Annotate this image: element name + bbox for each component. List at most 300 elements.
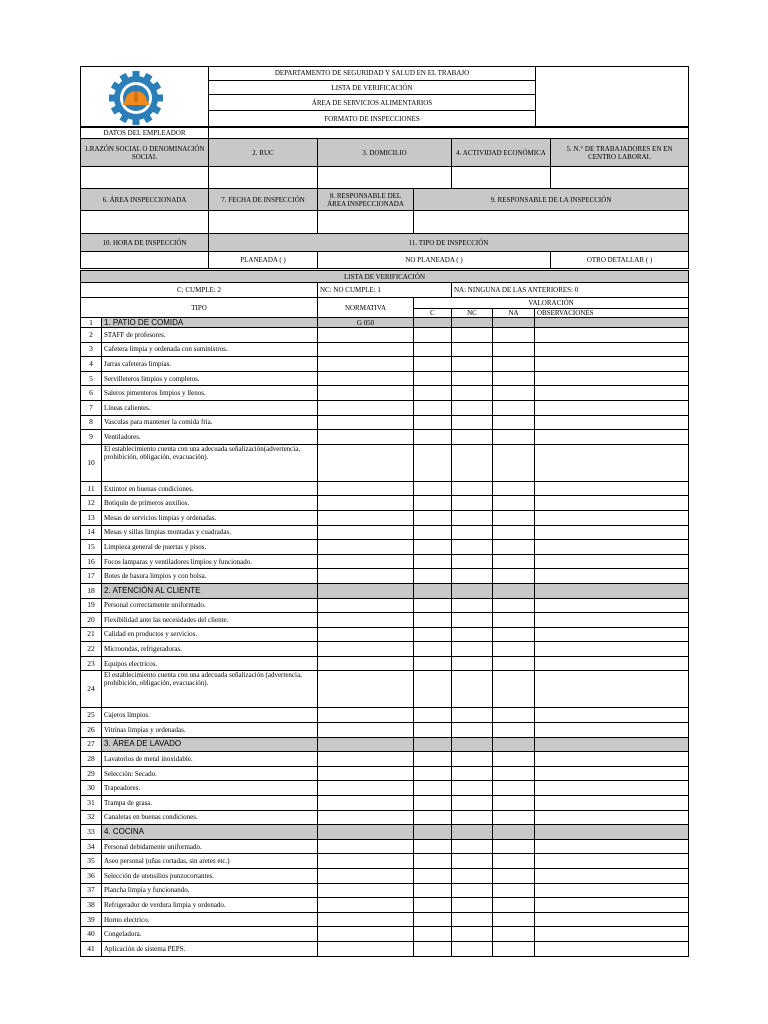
na-cell[interactable] [493, 854, 535, 869]
c-cell[interactable] [414, 796, 452, 811]
item-description: Cajeros limpios. [102, 708, 318, 723]
c-cell[interactable] [414, 583, 452, 598]
observaciones-cell[interactable] [535, 883, 689, 898]
item-description: Jarras cafeteras limpias. [102, 357, 318, 372]
na-cell[interactable] [493, 496, 535, 511]
otro-option[interactable]: OTRO DETALLAR ( ) [551, 252, 689, 269]
na-cell[interactable] [493, 540, 535, 555]
nc-cell[interactable] [452, 781, 493, 796]
nc-cell[interactable] [452, 525, 493, 540]
observaciones-cell[interactable] [535, 569, 689, 584]
observaciones-cell[interactable] [535, 752, 689, 767]
nc-cell[interactable] [452, 540, 493, 555]
na-cell[interactable] [493, 400, 535, 415]
responsable-inspeccion-field[interactable] [414, 211, 689, 234]
observaciones-cell[interactable] [535, 781, 689, 796]
c-cell[interactable] [414, 386, 452, 401]
normativa-cell[interactable] [318, 869, 414, 884]
hora-field[interactable] [81, 252, 209, 269]
c-cell[interactable] [414, 708, 452, 723]
observaciones-cell[interactable] [535, 328, 689, 343]
row-number: 15 [81, 540, 102, 555]
hora-header: 10. HORA DE INSPECCIÓN [81, 234, 209, 252]
header-line-4: FORMATO DE INSPECCIONES [209, 111, 536, 128]
planeada-option[interactable]: PLANEADA ( ) [209, 252, 318, 269]
checklist-row [81, 656, 689, 671]
row-number: 13 [81, 510, 102, 525]
nc-cell[interactable] [452, 825, 493, 840]
c-cell[interactable] [414, 598, 452, 613]
checklist-row [81, 510, 689, 525]
normativa-cell[interactable] [318, 752, 414, 767]
c-cell[interactable] [414, 328, 452, 343]
item-description: Extintor en buenas condiciones. [102, 481, 318, 496]
normativa-cell[interactable] [318, 796, 414, 811]
checklist-row [81, 496, 689, 511]
normativa-cell[interactable] [318, 540, 414, 555]
normativa-cell[interactable] [318, 898, 414, 913]
c-cell[interactable] [414, 318, 452, 328]
normativa-cell[interactable] [318, 496, 414, 511]
nc-cell[interactable] [452, 415, 493, 430]
nc-cell[interactable] [452, 752, 493, 767]
na-cell[interactable] [493, 318, 535, 328]
observaciones-cell[interactable] [535, 481, 689, 496]
na-cell[interactable] [493, 642, 535, 657]
c-cell[interactable] [414, 898, 452, 913]
row-number: 36 [81, 869, 102, 884]
col-nc-header: NC [452, 309, 493, 318]
checklist-row [81, 766, 689, 781]
row-number: 2 [81, 328, 102, 343]
na-cell[interactable] [493, 481, 535, 496]
normativa-cell[interactable] [318, 554, 414, 569]
normativa-cell[interactable] [318, 839, 414, 854]
nc-cell[interactable] [452, 737, 493, 752]
observaciones-cell[interactable] [535, 941, 689, 956]
na-cell[interactable] [493, 525, 535, 540]
c-cell[interactable] [414, 671, 452, 708]
normativa-cell[interactable] [318, 941, 414, 956]
observaciones-cell[interactable] [535, 671, 689, 708]
nc-cell[interactable] [452, 328, 493, 343]
na-cell[interactable] [493, 723, 535, 738]
c-cell[interactable] [414, 752, 452, 767]
item-description: Microondas, refrigeradoras. [102, 642, 318, 657]
na-cell[interactable] [493, 737, 535, 752]
c-cell[interactable] [414, 656, 452, 671]
na-cell[interactable] [493, 342, 535, 357]
observaciones-cell[interactable] [535, 869, 689, 884]
nc-cell[interactable] [452, 898, 493, 913]
nc-cell[interactable] [452, 671, 493, 708]
normativa-cell[interactable] [318, 386, 414, 401]
normativa-cell[interactable] [318, 481, 414, 496]
razon-social-field[interactable] [81, 167, 209, 189]
item-description: Vitrinas limpias y ordenadas. [102, 723, 318, 738]
nc-cell[interactable] [452, 656, 493, 671]
nc-cell[interactable] [452, 430, 493, 445]
na-cell[interactable] [493, 371, 535, 386]
no-planeada-option[interactable]: NO PLANEADA ( ) [318, 252, 551, 269]
c-cell[interactable] [414, 430, 452, 445]
checklist-row [81, 898, 689, 913]
nc-cell[interactable] [452, 342, 493, 357]
na-cell[interactable] [493, 898, 535, 913]
normativa-cell[interactable] [318, 598, 414, 613]
fecha-field[interactable] [209, 211, 318, 234]
ruc-field[interactable] [209, 167, 318, 189]
employer-table [80, 126, 689, 269]
normativa-cell[interactable] [318, 810, 414, 825]
observaciones-cell[interactable] [535, 627, 689, 642]
observaciones-cell[interactable] [535, 400, 689, 415]
row-number: 34 [81, 839, 102, 854]
item-description: El establecimiento cuenta con una adecuada señalización (advertencia, prohibición, obligación, evacuación). [102, 671, 318, 708]
c-cell[interactable] [414, 839, 452, 854]
na-cell[interactable] [493, 328, 535, 343]
nc-cell[interactable] [452, 839, 493, 854]
observaciones-cell[interactable] [535, 927, 689, 942]
nc-cell[interactable] [452, 912, 493, 927]
section-title: 4. COCINA [102, 825, 318, 840]
observaciones-cell[interactable] [535, 810, 689, 825]
c-cell[interactable] [414, 723, 452, 738]
observaciones-cell[interactable] [535, 613, 689, 628]
c-cell[interactable] [414, 883, 452, 898]
row-number: 6 [81, 386, 102, 401]
observaciones-cell[interactable] [535, 642, 689, 657]
normativa-cell[interactable] [318, 708, 414, 723]
checklist-row [81, 708, 689, 723]
area-header: 6. ÁREA INSPECCIONADA [81, 189, 209, 211]
normativa-cell[interactable] [318, 642, 414, 657]
na-cell[interactable] [493, 656, 535, 671]
nc-cell[interactable] [452, 927, 493, 942]
c-cell[interactable] [414, 737, 452, 752]
na-cell[interactable] [493, 627, 535, 642]
na-cell[interactable] [493, 613, 535, 628]
c-cell[interactable] [414, 642, 452, 657]
c-cell[interactable] [414, 496, 452, 511]
c-cell[interactable] [414, 766, 452, 781]
observaciones-cell[interactable] [535, 898, 689, 913]
c-cell[interactable] [414, 941, 452, 956]
checklist-row [81, 481, 689, 496]
normativa-cell[interactable] [318, 510, 414, 525]
normativa-cell[interactable] [318, 328, 414, 343]
row-number: 3 [81, 342, 102, 357]
row-number: 27 [81, 737, 102, 752]
nc-cell[interactable] [452, 708, 493, 723]
row-number: 30 [81, 781, 102, 796]
normativa-cell[interactable] [318, 766, 414, 781]
nc-cell[interactable] [452, 569, 493, 584]
normativa-cell[interactable] [318, 569, 414, 584]
nc-cell[interactable] [452, 810, 493, 825]
normativa-cell[interactable] [318, 627, 414, 642]
normativa-cell[interactable] [318, 671, 414, 708]
nc-cell[interactable] [452, 766, 493, 781]
nc-cell[interactable] [452, 796, 493, 811]
normativa-cell[interactable] [318, 357, 414, 372]
area-field[interactable] [81, 211, 209, 234]
na-cell[interactable] [493, 810, 535, 825]
col-valoracion-header: VALORACIÓN [414, 298, 689, 309]
observaciones-cell[interactable] [535, 540, 689, 555]
nc-cell[interactable] [452, 941, 493, 956]
observaciones-cell[interactable] [535, 510, 689, 525]
header-line-3: ÁREA DE SERVICIOS ALIMENTARIOS [209, 95, 536, 111]
item-description: STAFF de profesores. [102, 328, 318, 343]
na-cell[interactable] [493, 927, 535, 942]
col-c-header: C [414, 309, 452, 318]
nc-cell[interactable] [452, 400, 493, 415]
normativa-cell[interactable] [318, 912, 414, 927]
checklist-row [81, 912, 689, 927]
observaciones-cell[interactable] [535, 723, 689, 738]
row-number: 23 [81, 656, 102, 671]
normativa-cell[interactable] [318, 613, 414, 628]
na-cell[interactable] [493, 430, 535, 445]
normativa-cell: G 050 [318, 318, 414, 328]
checklist-row [81, 869, 689, 884]
domicilio-field[interactable] [318, 167, 452, 189]
na-cell[interactable] [493, 357, 535, 372]
na-cell[interactable] [493, 941, 535, 956]
nc-cell[interactable] [452, 510, 493, 525]
observaciones-cell[interactable] [535, 839, 689, 854]
c-cell[interactable] [414, 357, 452, 372]
row-number: 21 [81, 627, 102, 642]
observaciones-cell[interactable] [535, 444, 689, 481]
col-observaciones-header: OBSERVACIONES [535, 309, 689, 318]
section-title: 1. PATIO DE COMIDA [102, 318, 318, 328]
col-na-header: NA [493, 309, 535, 318]
c-cell[interactable] [414, 613, 452, 628]
col-tipo-header: TIPO [81, 298, 318, 318]
c-cell[interactable] [414, 810, 452, 825]
observaciones-cell[interactable] [535, 766, 689, 781]
normativa-cell[interactable] [318, 781, 414, 796]
na-cell[interactable] [493, 912, 535, 927]
nc-cell[interactable] [452, 598, 493, 613]
header-line-2: LISTA DE VERIFICACIÓN [209, 80, 536, 95]
observaciones-cell[interactable] [535, 496, 689, 511]
checklist-row [81, 781, 689, 796]
c-cell[interactable] [414, 444, 452, 481]
c-cell[interactable] [414, 854, 452, 869]
na-cell[interactable] [493, 825, 535, 840]
na-cell[interactable] [493, 444, 535, 481]
col-normativa-header: NORMATIVA [318, 298, 414, 318]
row-number: 19 [81, 598, 102, 613]
observaciones-cell[interactable] [535, 415, 689, 430]
row-number: 38 [81, 898, 102, 913]
normativa-cell[interactable] [318, 371, 414, 386]
c-cell[interactable] [414, 481, 452, 496]
normativa-cell[interactable] [318, 854, 414, 869]
observaciones-cell[interactable] [535, 737, 689, 752]
c-cell[interactable] [414, 869, 452, 884]
na-cell[interactable] [493, 883, 535, 898]
nc-cell[interactable] [452, 854, 493, 869]
observaciones-cell[interactable] [535, 430, 689, 445]
c-cell[interactable] [414, 927, 452, 942]
na-cell[interactable] [493, 510, 535, 525]
trabajadores-header: 5. N.° DE TRABAJADORES EN EN CENTRO LABORAL [551, 139, 689, 167]
c-cell[interactable] [414, 912, 452, 927]
row-number: 4 [81, 357, 102, 372]
item-description: Líneas calientes. [102, 400, 318, 415]
nc-cell[interactable] [452, 386, 493, 401]
nc-cell[interactable] [452, 554, 493, 569]
nc-cell[interactable] [452, 642, 493, 657]
c-cell[interactable] [414, 627, 452, 642]
nc-cell[interactable] [452, 613, 493, 628]
row-number: 41 [81, 941, 102, 956]
checklist-row [81, 642, 689, 657]
na-cell[interactable] [493, 708, 535, 723]
fecha-header: 7. FECHA DE INSPECCIÓN [209, 189, 318, 211]
responsable-area-field[interactable] [318, 211, 414, 234]
responsable-inspeccion-header: 9. RESPONSABLE DE LA INSPECCIÓN [414, 189, 689, 211]
na-cell[interactable] [493, 554, 535, 569]
na-cell[interactable] [493, 766, 535, 781]
item-description: Aseo personal (uñas cortadas, sin aretes etc.) [102, 854, 318, 869]
checklist-row [81, 723, 689, 738]
na-cell[interactable] [493, 839, 535, 854]
ruc-header: 2. RUC [209, 139, 318, 167]
observaciones-cell[interactable] [535, 525, 689, 540]
c-cell[interactable] [414, 510, 452, 525]
nc-cell[interactable] [452, 883, 493, 898]
normativa-cell[interactable] [318, 927, 414, 942]
domicilio-header: 3. DOMICILIO [318, 139, 452, 167]
observaciones-cell[interactable] [535, 656, 689, 671]
na-cell[interactable] [493, 796, 535, 811]
na-cell[interactable] [493, 415, 535, 430]
legend-ninguna: NA: NINGUNA DE LAS ANTERIORES: 0 [452, 283, 689, 298]
na-cell[interactable] [493, 569, 535, 584]
actividad-header: 4. ACTIVIDAD ECONÓMICA [452, 139, 551, 167]
header-table [80, 66, 689, 128]
na-cell[interactable] [493, 583, 535, 598]
item-description: Canaletas en buenas condiciones. [102, 810, 318, 825]
c-cell[interactable] [414, 371, 452, 386]
actividad-field[interactable] [452, 167, 551, 189]
row-number: 39 [81, 912, 102, 927]
nc-cell[interactable] [452, 444, 493, 481]
na-cell[interactable] [493, 781, 535, 796]
row-number: 28 [81, 752, 102, 767]
nc-cell[interactable] [452, 627, 493, 642]
row-number: 24 [81, 671, 102, 708]
row-number: 22 [81, 642, 102, 657]
item-description: Selección: Secado. [102, 766, 318, 781]
checklist-row [81, 540, 689, 555]
na-cell[interactable] [493, 869, 535, 884]
c-cell[interactable] [414, 540, 452, 555]
item-description: Personal correctamente uniformado. [102, 598, 318, 613]
lista-title: LISTA DE VERIFICACIÓN [81, 271, 689, 283]
na-cell[interactable] [493, 386, 535, 401]
trabajadores-field[interactable] [551, 167, 689, 189]
na-cell[interactable] [493, 671, 535, 708]
observaciones-cell[interactable] [535, 598, 689, 613]
observaciones-cell[interactable] [535, 554, 689, 569]
c-cell[interactable] [414, 400, 452, 415]
row-number: 37 [81, 883, 102, 898]
row-number: 35 [81, 854, 102, 869]
row-number: 7 [81, 400, 102, 415]
normativa-cell[interactable] [318, 430, 414, 445]
observaciones-cell[interactable] [535, 318, 689, 328]
normativa-cell[interactable] [318, 525, 414, 540]
header-line-1: DEPARTAMENTO DE SEGURIDAD Y SALUD EN EL TRABAJO [209, 67, 536, 81]
c-cell[interactable] [414, 415, 452, 430]
observaciones-cell[interactable] [535, 796, 689, 811]
row-number: 12 [81, 496, 102, 511]
nc-cell[interactable] [452, 357, 493, 372]
nc-cell[interactable] [452, 496, 493, 511]
c-cell[interactable] [414, 781, 452, 796]
observaciones-cell[interactable] [535, 342, 689, 357]
na-cell[interactable] [493, 752, 535, 767]
normativa-cell[interactable] [318, 656, 414, 671]
row-number: 8 [81, 415, 102, 430]
observaciones-cell[interactable] [535, 708, 689, 723]
item-description: Refrigerador de verdura limpia y ordenado. [102, 898, 318, 913]
observaciones-cell[interactable] [535, 854, 689, 869]
observaciones-cell[interactable] [535, 912, 689, 927]
checklist-row [81, 627, 689, 642]
c-cell[interactable] [414, 569, 452, 584]
na-cell[interactable] [493, 598, 535, 613]
c-cell[interactable] [414, 825, 452, 840]
normativa-cell[interactable] [318, 400, 414, 415]
nc-cell[interactable] [452, 481, 493, 496]
normativa-cell[interactable] [318, 883, 414, 898]
observaciones-cell[interactable] [535, 386, 689, 401]
tipo-inspeccion-header: 11. TIPO DE INSPECCIÓN [209, 234, 689, 252]
c-cell[interactable] [414, 342, 452, 357]
item-description: Congeladora. [102, 927, 318, 942]
observaciones-cell[interactable] [535, 825, 689, 840]
nc-cell[interactable] [452, 723, 493, 738]
normativa-cell[interactable] [318, 723, 414, 738]
observaciones-cell[interactable] [535, 357, 689, 372]
nc-cell[interactable] [452, 583, 493, 598]
row-number: 31 [81, 796, 102, 811]
normativa-cell[interactable] [318, 444, 414, 481]
observaciones-cell[interactable] [535, 371, 689, 386]
observaciones-cell[interactable] [535, 583, 689, 598]
c-cell[interactable] [414, 554, 452, 569]
nc-cell[interactable] [452, 318, 493, 328]
row-number: 5 [81, 371, 102, 386]
normativa-cell[interactable] [318, 342, 414, 357]
section-row [81, 825, 689, 840]
legend-cumple: C: CUMPLE: 2 [81, 283, 318, 298]
checklist-row [81, 752, 689, 767]
c-cell[interactable] [414, 525, 452, 540]
checklist-row [81, 839, 689, 854]
checklist-row [81, 941, 689, 956]
nc-cell[interactable] [452, 869, 493, 884]
normativa-cell[interactable] [318, 415, 414, 430]
nc-cell[interactable] [452, 371, 493, 386]
